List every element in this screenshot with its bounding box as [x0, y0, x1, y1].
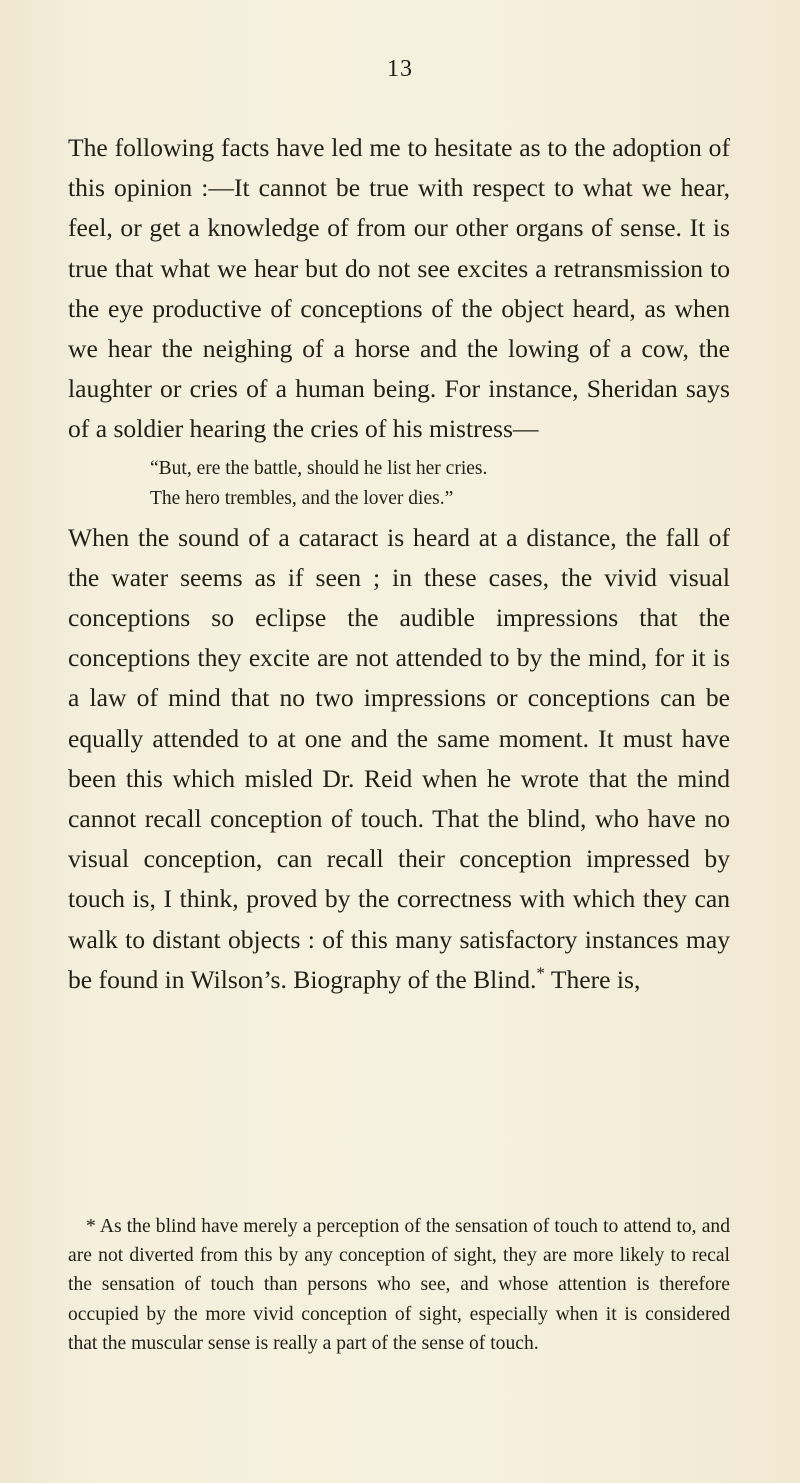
page-number: 13	[387, 56, 413, 82]
footnote-marker: *	[536, 963, 545, 983]
verse-quote	[68, 454, 730, 514]
quote-line-1: “But, ere the battle, should he list her cries.	[150, 457, 488, 479]
main-text	[68, 128, 730, 1000]
quote-line-2: The hero trembles, and the lover dies.”	[150, 487, 454, 509]
paragraph-2	[68, 518, 730, 1000]
footnote: * As the blind have merely a perception of the sensation of touch to attend to, and are not diverted from this by any conception of sight, they are more likely to recal the sensation of touch than persons who see, and whose attention is therefore occupied by the more vivid conception of sight, especially when it is considered that the muscular sense is really a part of the sense of touch.	[68, 1216, 730, 1354]
paragraph-2-tail: There is,	[544, 964, 641, 994]
paragraph-1: The following facts have led me to hesitate as to the adoption of this opinion :—It cannot be true with respect to what we hear, feel, or get a knowledge of from our other organs of sense. It is true that what we hear but do not see excites a retransmission to the eye productive of conceptions of the object heard, as when we hear the neighing of a horse and the lowing of a cow, the laughter or cries of a human being. For instance, Sheridan says of a soldier hearing the cries of his mistress—	[68, 133, 730, 444]
paragraph-2-text: When the sound of a cataract is heard at a distance, the fall of the water seems as if seen ; in these cases, the vivid visual conceptions so eclipse the audible impressions that the conceptions they excite are not attended to by the mind, for it is a law of mind that no two impressions or conceptions can be equally attended to at one and the same moment. It must have been this which misled Dr. Reid when he wrote that the mind cannot recall conception of touch. That the blind, who have no visual conception, can recall their conception impressed by touch is, I think, proved by the correctness with which they can walk to distant objects : of this many satisfactory instances may be found in Wilson’s. Biography of the Blind.	[68, 522, 730, 994]
